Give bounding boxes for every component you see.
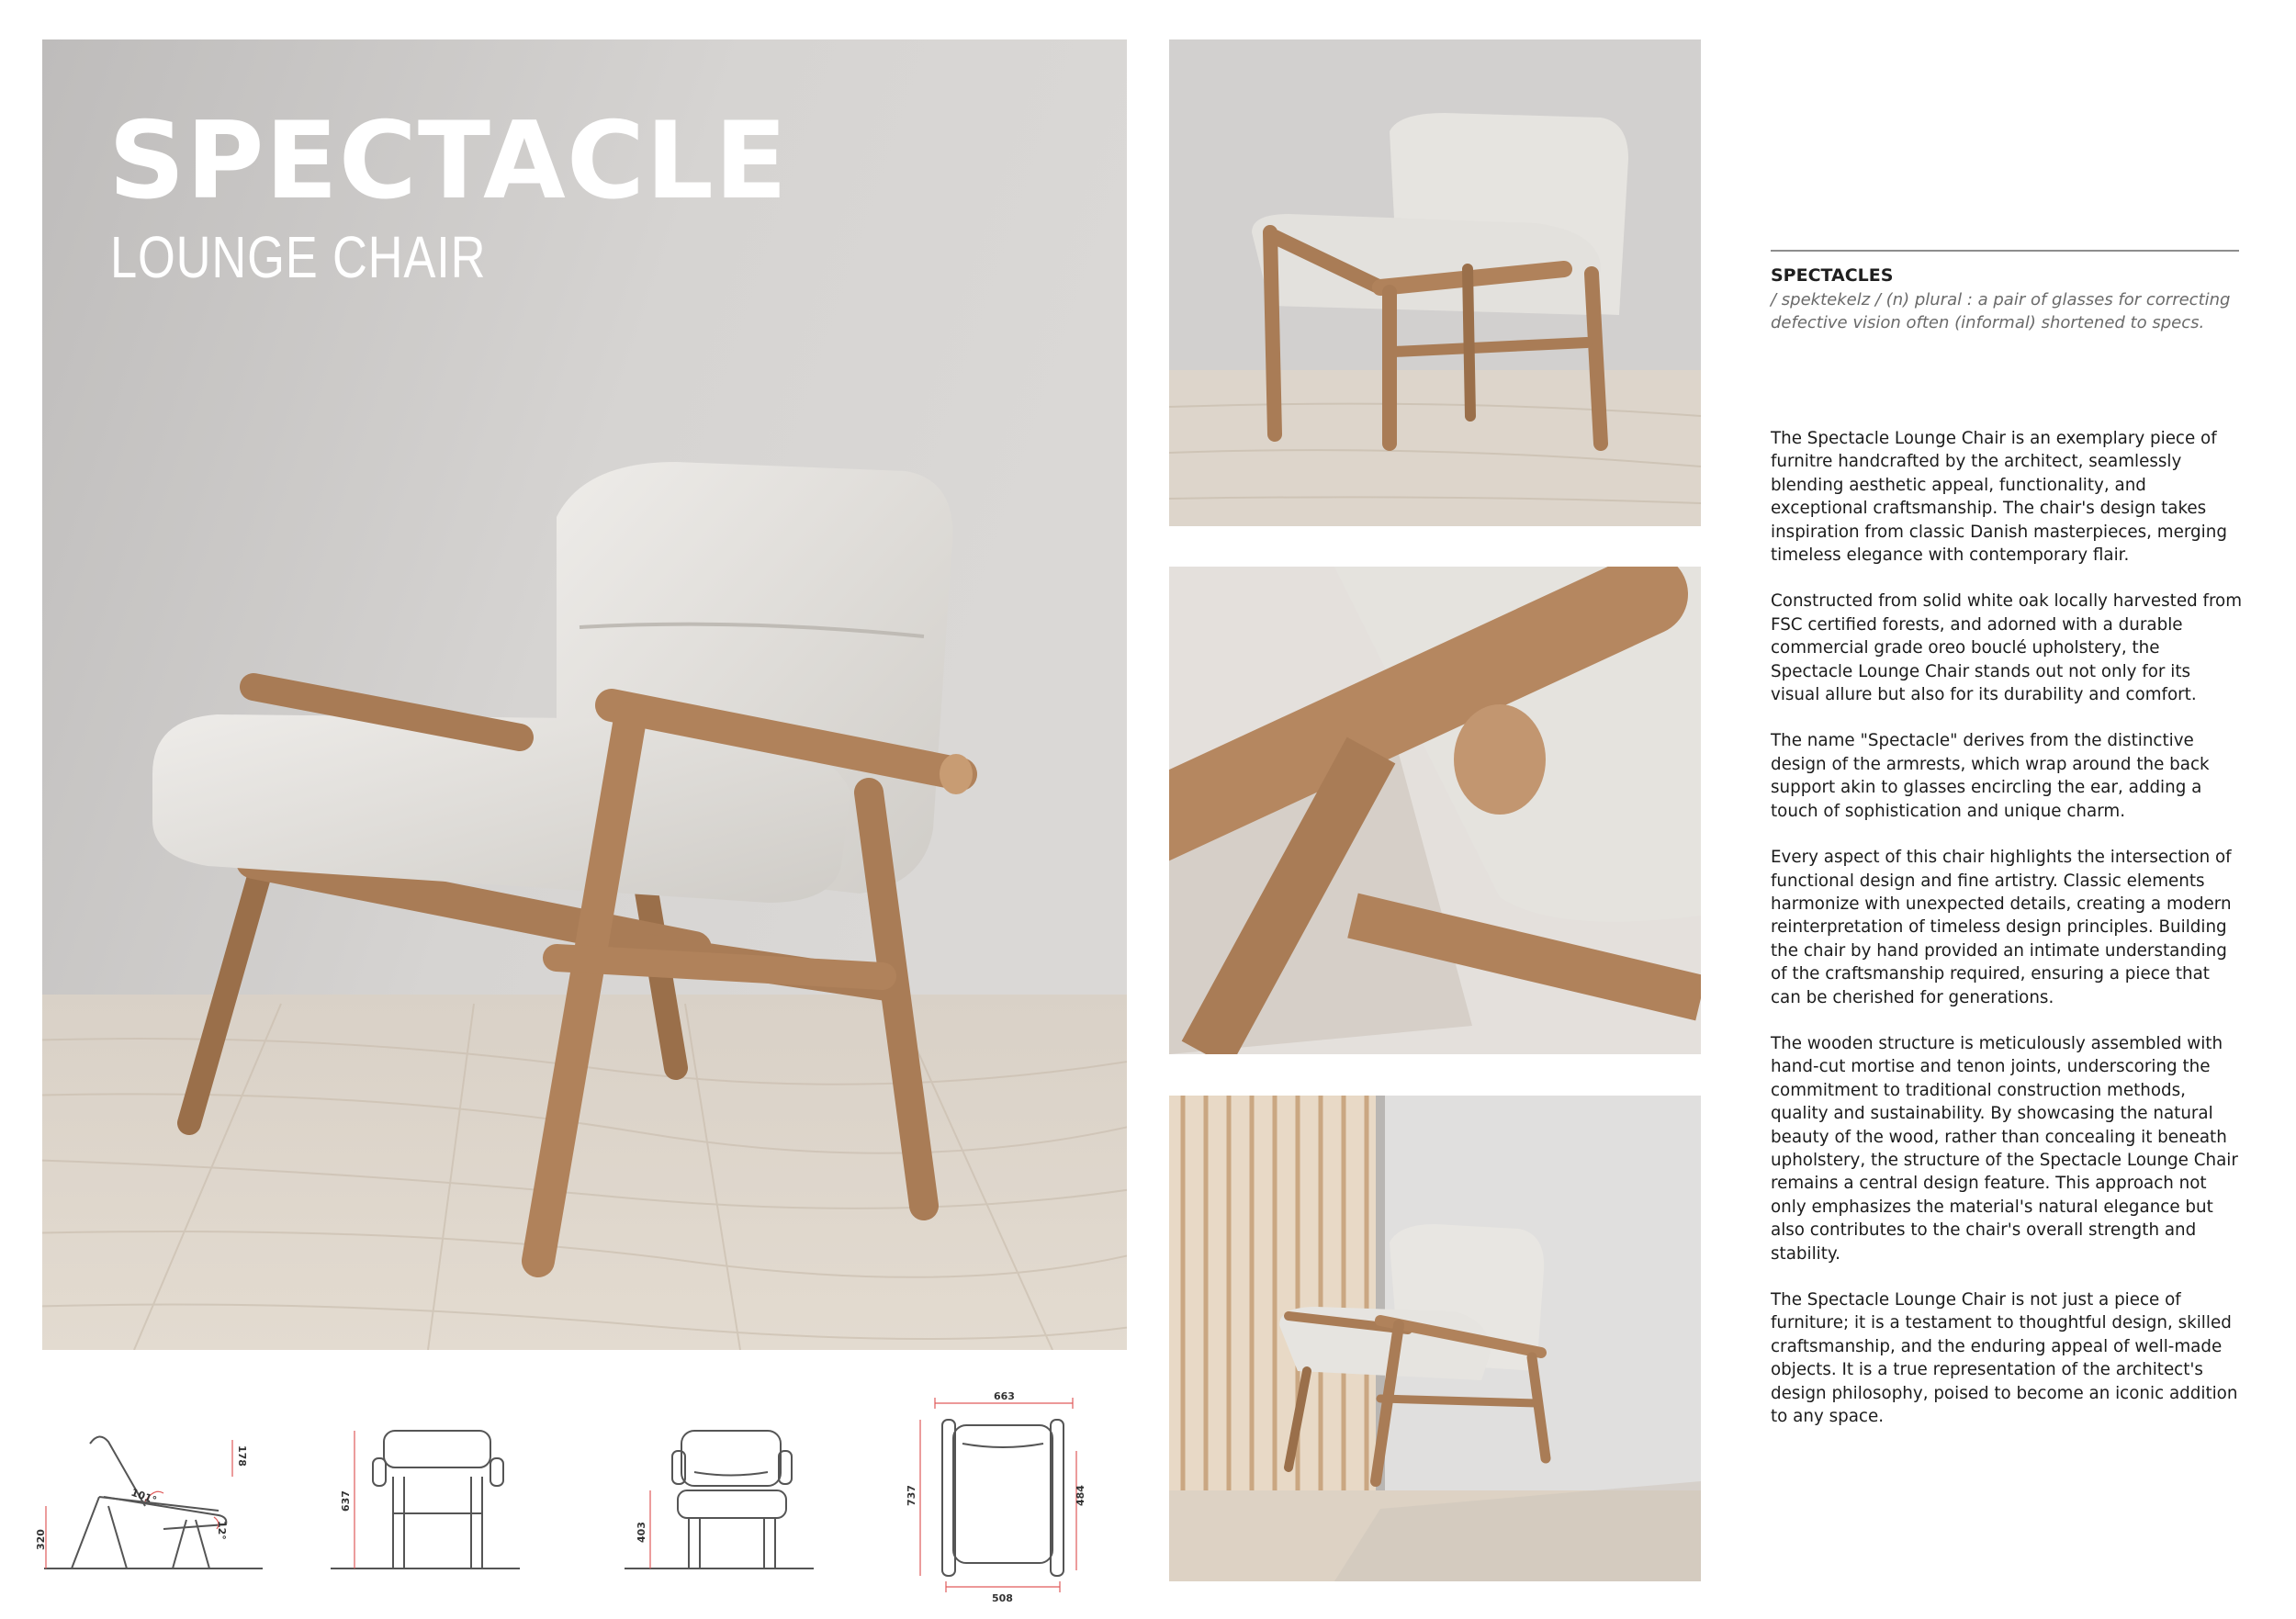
page-subtitle: LOUNGE CHAIR: [110, 224, 487, 290]
description-paragraph: The Spectacle Lounge Chair is an exemplary piece of furnitre handcrafted by the architect, seamlessly blending aesthetic appeal, functionality, and exceptional craftsmanship. The chair's design takes inspiration from classic Danish masterpieces, merging timeless elegance with contemporary flair.: [1771, 429, 2227, 566]
front-elevation-drawing: [329, 1422, 522, 1576]
dim-seat-angle: 12°: [216, 1521, 228, 1540]
dim-seat-height: 320: [35, 1529, 47, 1550]
dim-back-angle: 101°: [129, 1486, 159, 1507]
top-plan-drawing: [898, 1387, 1100, 1607]
definition-text: / spektekelz / (n) plural : a pair of glasses for correcting defective vision often (informal) shortened to specs.: [1771, 290, 2231, 332]
page-title: SPECTACLE: [108, 99, 789, 223]
dim-seat-front-height: 403: [636, 1522, 647, 1543]
dim-overall-depth: 737: [906, 1485, 917, 1506]
description-paragraph: The wooden structure is meticulously assembled with hand-cut mortise and tenon joints, underscoring the commitment to traditional construction methods, quality and sustainability. By showcasing the natural beauty of the wood, rather than concealing it beneath upholstery, the structure of the Spectacle Lounge Chair remains a central design feature. This approach not only emphasizes the material's natural elegance but also contributes to the chair's overall strength and stability.: [1771, 1033, 2238, 1264]
photo-armrest-detail: [1169, 567, 1701, 1054]
description-paragraph: Constructed from solid white oak locally harvested from FSC certified forests, and adorned with a durable commercial grade oreo bouclé upholstery, the Spectacle Lounge Chair stands out not only for its visual allure but also for its durability and comfort.: [1771, 591, 2243, 705]
dim-overall-width: 663: [994, 1390, 1015, 1402]
photo-rear-view: [1169, 39, 1701, 526]
rear-elevation-drawing: [623, 1422, 816, 1576]
description-text: [1771, 427, 2245, 1451]
dim-seat-depth: 484: [1075, 1485, 1086, 1506]
description-paragraph: Every aspect of this chair highlights the intersection of functional design and fine artistry. Classic elements harmonize with unexpected details, creating a modern reinterpretation of timeless design principles. Building the chair by hand provided an intimate understanding of the craftsmanship required, ensuring a piece that can be cherished for generations.: [1771, 848, 2232, 1007]
dim-back-height: 178: [236, 1445, 248, 1467]
definition-term: SPECTACLES: [1771, 265, 1894, 286]
dim-overall-height: 637: [340, 1490, 352, 1512]
side-elevation-drawing: [35, 1414, 264, 1575]
photo-window-view: [1169, 1096, 1701, 1581]
description-paragraph: The Spectacle Lounge Chair is not just a piece of furniture; it is a testament to thoughtful design, skilled craftsmanship, and the enduring appeal of well-made objects. It is a true representation of the architect's design philosophy, poised to become an iconic addition to any space.: [1771, 1290, 2238, 1427]
definition-divider: [1771, 250, 2239, 252]
description-paragraph: The name "Spectacle" derives from the distinctive design of the armrests, which wrap around the back support akin to glasses encircling the ear, adding a touch of sophistication and unique charm.: [1771, 731, 2210, 821]
dim-seat-width: 508: [992, 1592, 1013, 1604]
